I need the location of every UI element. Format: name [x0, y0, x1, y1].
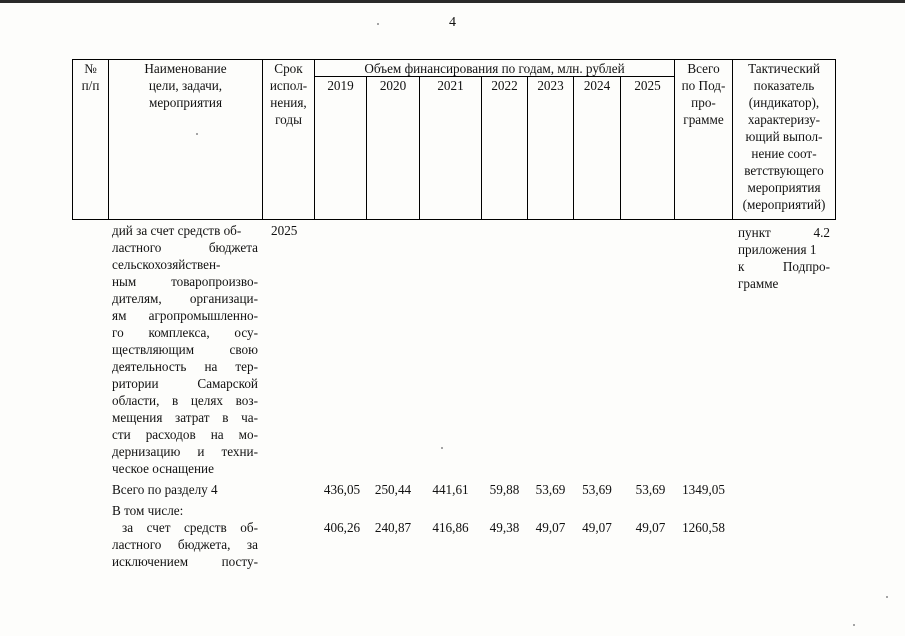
total-2020: 250,44	[374, 482, 412, 497]
scan-speck	[196, 133, 198, 135]
regional-2024: 49,07	[582, 520, 612, 535]
measure-description: дий за счет средств об- ластного бюджета сельскохозяйствен- ным товаропроизво- дителям, организаци- ям агропромышленно- го комплекса, осу- ществляющим свою деятельность на тер- ритории Самарской области, в целях воз- мещения затрат в ча- сти расходов на мо- дернизацию и техни- ческое оснащение	[112, 223, 258, 476]
header-term: Срок испол- нения, годы	[269, 61, 308, 127]
measure-indicator: пункт 4.2 приложения 1 к Подпро- грамме	[738, 225, 830, 291]
header-total: Всего по Под- про- грамме	[681, 61, 726, 127]
header-year-2025: 2025	[634, 78, 661, 93]
including-label: В том числе:	[112, 503, 184, 518]
total-2022: 59,88	[489, 482, 520, 497]
scan-top-edge	[0, 0, 905, 3]
scan-speck	[441, 447, 443, 449]
header-indicator: Тактический показатель (индикатор), характеризу- ющий выпол- нение соот- ветствующего мероприятия (мероприятий)	[742, 61, 826, 212]
measure-term: 2025	[271, 223, 298, 238]
regional-sum: 1260,58	[682, 520, 725, 535]
total-2023: 53,69	[535, 482, 566, 497]
regional-budget-description: за счет средств об- ластного бюджета, за исключением посту-	[112, 520, 258, 569]
regional-2021: 416,86	[432, 520, 469, 535]
total-2019: 436,05	[323, 482, 361, 497]
regional-2022: 49,38	[489, 520, 520, 535]
header-name: Наименование цели, задачи, мероприятия	[144, 61, 227, 110]
regional-2019: 406,26	[323, 520, 361, 535]
section-total-label: Всего по разделу 4	[112, 482, 218, 497]
total-sum: 1349,05	[682, 482, 725, 497]
regional-2020: 240,87	[374, 520, 412, 535]
header-year-2021: 2021	[437, 78, 464, 93]
header-year-2019: 2019	[327, 78, 354, 93]
total-2024: 53,69	[582, 482, 612, 497]
scan-speck	[853, 624, 855, 626]
regional-2025: 49,07	[635, 520, 666, 535]
header-year-2023: 2023	[537, 78, 564, 93]
header-year-2022: 2022	[491, 78, 518, 93]
regional-2023: 49,07	[535, 520, 566, 535]
scan-speck	[377, 23, 379, 25]
header-number: № п/п	[81, 61, 100, 93]
header-year-2024: 2024	[583, 78, 611, 93]
page-number: 4	[449, 15, 456, 30]
total-2025: 53,69	[635, 482, 666, 497]
total-2021: 441,61	[432, 482, 469, 497]
header-finance: Объем финансирования по годам, млн. рублей	[364, 61, 625, 76]
header-year-2020: 2020	[379, 78, 407, 93]
scan-speck	[886, 596, 888, 598]
